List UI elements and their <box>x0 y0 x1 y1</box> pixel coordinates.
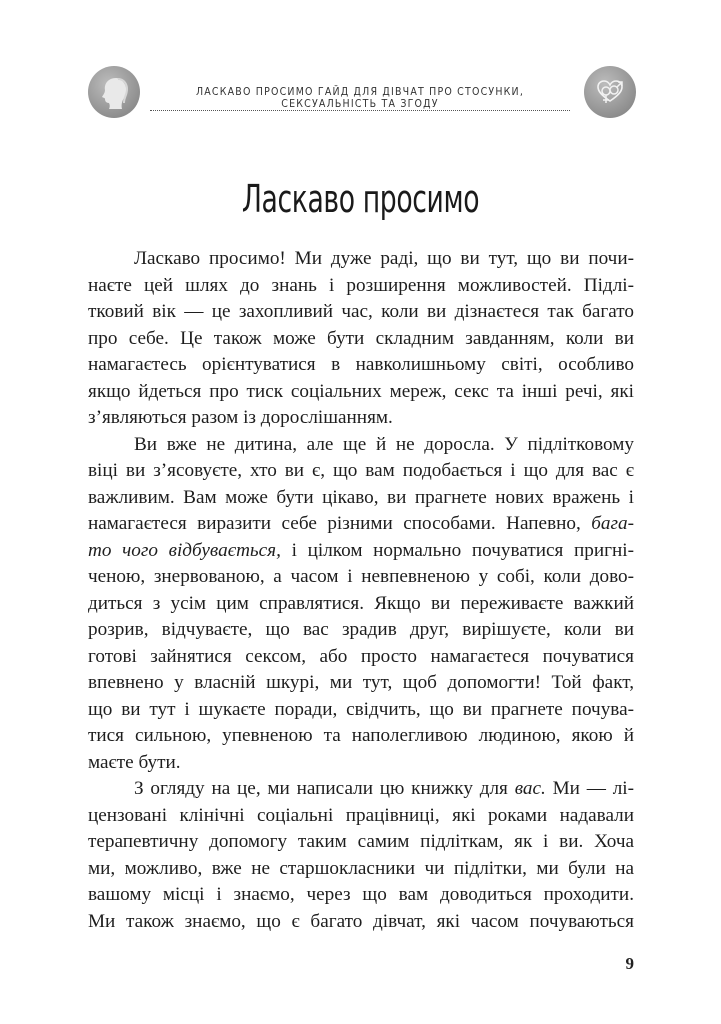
paragraph-2-line-6: ченою, знервованою, а часом і невпевненою у собі, коли дово- <box>88 566 634 587</box>
paragraph-2-line-4 <box>88 511 634 538</box>
page-number: 9 <box>625 954 634 973</box>
paragraph-2-line-4-text: намагаєтеся виразити себе різними способами. Напевно, <box>88 513 581 534</box>
paragraph-3-line-1 <box>88 776 634 803</box>
running-header <box>0 0 721 130</box>
paragraph-2-line-5-text: і цілком нормально почуватися пригні- <box>280 539 634 561</box>
page-title: Ласкаво просимо <box>241 177 480 222</box>
paragraph-1-line-1: Ласкаво просимо! Ми дуже раді, що ви тут, що ви почи- <box>134 248 634 269</box>
running-header-title: ЛАСКАВО ПРОСИМО ГАЙД ДЛЯ ДІВЧАТ ПРО СТОСУНКИ, СЕКСУАЛЬНІСТЬ ТА ЗГОДУ <box>195 86 525 110</box>
paragraph-2-line-1: Ви вже не дитина, але ще й не доросла. У підлітковому <box>134 433 634 455</box>
paragraph-1-line-3: тковий вік — це захопливий час, коли ви дізнаєтеся так багато <box>88 301 634 322</box>
paragraph-3-line-1-italic: вас. <box>514 778 546 799</box>
paragraph-1-line-2: наєте цей шлях до знань і розширення можливостей. Підлі- <box>88 274 634 296</box>
paragraph-2-line-9: готові зайнятися сексом, або просто намагаєтеся почуватися <box>88 645 634 667</box>
paragraph-3-line-1-rest: Ми — лі- <box>545 778 634 799</box>
paragraph-2-line-10: впевнено у власній шкурі, ми тут, щоб допомогти! Той факт, <box>88 672 634 693</box>
paragraph-2-line-13: маєте бути. <box>88 751 181 773</box>
paragraph-2-line-12: тися сильною, упевненою та наполегливою людиною, якою й <box>88 725 634 746</box>
paragraph-1-line-6: якщо йдеться про тиск соціальних мереж, секс та інші речі, які <box>88 380 634 402</box>
paragraph-2-line-4-italic: бага- <box>591 513 634 534</box>
paragraph-2-line-5-italic: то чого відбувається, <box>88 539 281 561</box>
paragraph-1-line-4: про себе. Це також може бути складним завданням, коли ви <box>88 327 634 349</box>
paragraph-2-line-3: важливим. Вам може бути цікаво, ви прагнете нових вражень і <box>88 486 634 508</box>
paragraph-1-line-5: намагаєтесь орієнтуватися в навколишньому світі, особливо <box>88 354 634 375</box>
paragraph-3-line-2: цензовані клінічні соціальні працівниці, які роками надавали <box>88 804 634 826</box>
paragraph-1-line-7: з’являються разом із дорослішанням. <box>88 407 393 428</box>
body-text <box>88 246 634 935</box>
paragraph-2-line-7: диться з усім цим справлятися. Якщо ви переживаєте важкий <box>88 592 634 614</box>
paragraph-2-line-2: віці ви з’ясовуєте, хто ви є, що вам подобається і що для вас є <box>88 460 634 481</box>
woman-profile-icon <box>88 66 140 118</box>
paragraph-2-line-8: розрив, відчуваєте, що вас зрадив друг, вирішуєте, коли ви <box>88 619 634 640</box>
paragraph-2-line-11: що ви тут і шукаєте поради, свідчить, що ви прагнете почува- <box>88 698 634 720</box>
paragraph-3-line-1-text: З огляду на це, ми написали цю книжку для <box>134 778 508 799</box>
paragraph-2-line-5 <box>88 538 634 565</box>
paragraph-3-line-6: Ми також знаємо, що є багато дівчат, які часом почуваються <box>88 910 634 932</box>
paragraph-3-line-3: терапевтичну допомогу таким самим підліткам, як і ви. Хоча <box>88 831 634 852</box>
header-dotted-rule <box>150 110 570 111</box>
gender-symbols-icon <box>584 66 636 118</box>
paragraph-3-line-4: ми, можливо, вже не старшокласники чи підлітки, ми були на <box>88 857 634 879</box>
paragraph-3-line-5: вашому місці і знаємо, через що вам доводиться проходити. <box>88 884 634 905</box>
